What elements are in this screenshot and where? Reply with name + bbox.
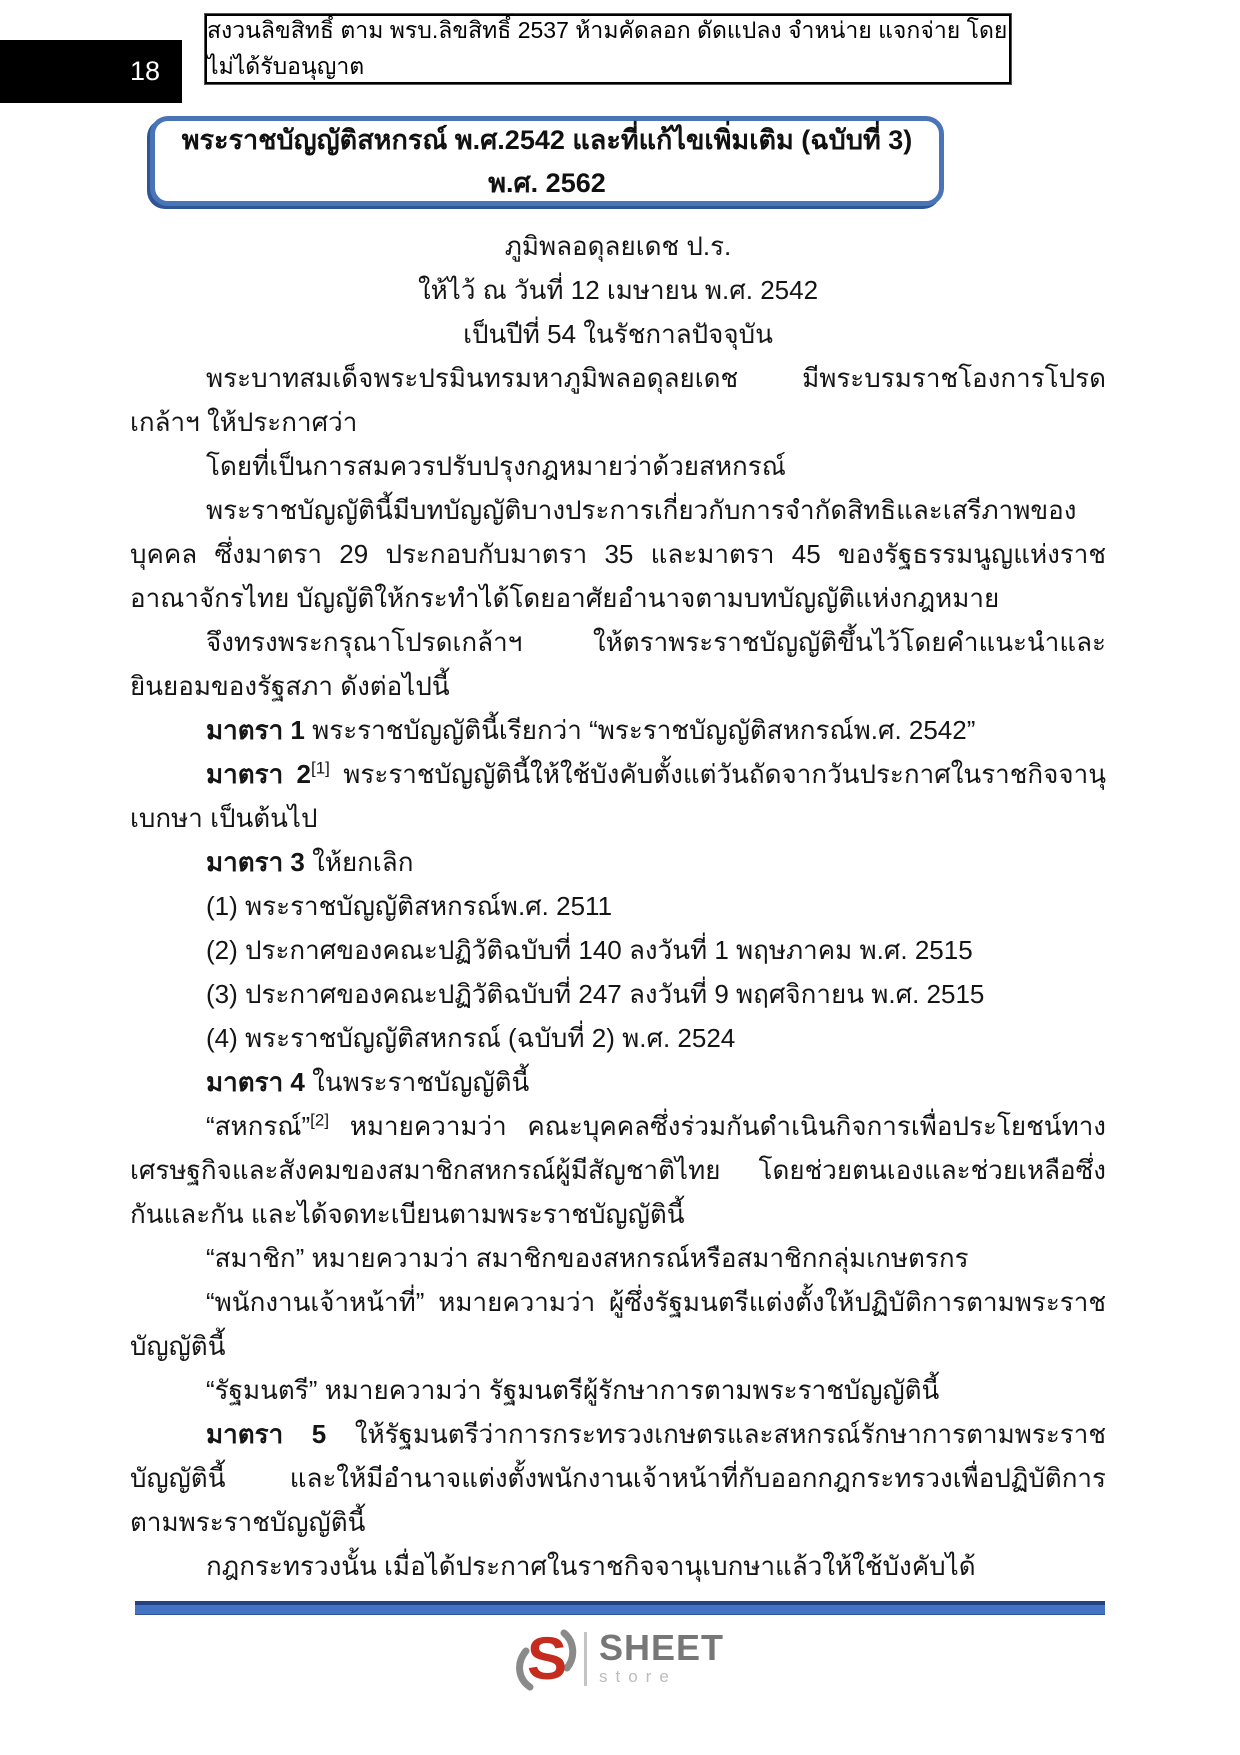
- paragraph: [130, 356, 1106, 444]
- paragraph-segment: (2) ประกาศของคณะปฏิวัติฉบับที่ 140 ลงวันที่ 1 พฤษภาคม พ.ศ. 2515: [206, 935, 973, 965]
- paragraph-segment: “พนักงานเจ้าหน้าที่” หมายความว่า ผู้ซึ่งรัฐมนตรีแต่งตั้งให้ปฏิบัติการตามพระราชบัญญัตินี้: [130, 1287, 1106, 1361]
- paragraph-segment: มาตรา 3: [206, 847, 313, 877]
- page-number-box: [0, 40, 182, 103]
- copyright-notice-text: สงวนลิขสิทธิ์ ตาม พรบ.ลิขสิทธิ์ 2537 ห้ามคัดลอก ดัดแปลง จำหน่าย แจกจ่าย โดยไม่ได้รับอนุญาต: [207, 17, 1008, 79]
- paragraph-segment: พระบาทสมเด็จพระปรมินทรมหาภูมิพลอดุลยเดช มีพระบรมราชโองการโปรดเกล้าฯ ให้ประกาศว่า: [130, 363, 1106, 437]
- paragraph-segment: หมายความว่า คณะบุคคลซึ่งร่วมกันดำเนินกิจการเพื่อประโยชน์ทางเศรษฐกิจและสังคมของสมาชิกสหกรณ์ผู้มีสัญชาติไทย โดยช่วยตนเองและช่วยเหลือซึ่งกันและกัน และได้จดทะเบียนตามพระราชบัญญัตินี้: [130, 1111, 1106, 1229]
- page-number: 18: [129, 56, 160, 86]
- preamble-signatory: ภูมิพลอดุลยเดช ป.ร.: [504, 231, 732, 261]
- paragraphs-container: [130, 356, 1106, 1588]
- paragraph: [130, 1368, 1106, 1412]
- preamble-reign-year: เป็นปีที่ 54 ในรัชกาลปัจจุบัน: [463, 319, 773, 349]
- paragraph-segment: มาตรา 5: [206, 1419, 355, 1449]
- footer-logo: [516, 1622, 724, 1696]
- paragraph: [130, 444, 1106, 488]
- paragraph: [130, 1060, 1106, 1104]
- paragraph: [130, 1104, 1106, 1236]
- paragraph-segment: (1) พระราชบัญญัติสหกรณ์พ.ศ. 2511: [206, 891, 613, 921]
- paragraph: [130, 1016, 1106, 1060]
- logo-subtitle: store: [598, 1667, 677, 1686]
- logo-divider: [584, 1632, 587, 1686]
- preamble-date: ให้ไว้ ณ วันที่ 12 เมษายน พ.ศ. 2542: [417, 275, 819, 305]
- paragraph-segment: โดยที่เป็นการสมควรปรับปรุงกฎหมายว่าด้วยสหกรณ์: [206, 451, 786, 481]
- paragraph-segment: [2]: [310, 1110, 330, 1130]
- paragraph-segment: พระราชบัญญัตินี้มีบทบัญญัติบางประการเกี่ยวกับการจำกัดสิทธิและเสรีภาพของบุคคล ซึ่งมาตรา 29 ประกอบกับมาตรา 35 และมาตรา 45 ของรัฐธรรมนูญแห่งราชอาณาจักรไทย บัญญัติให้กระทำได้โดยอาศัยอำนาจตามบทบัญญัติแห่งกฎหมาย: [130, 495, 1106, 613]
- copyright-notice-box: [205, 14, 1011, 84]
- paragraph-segment: พระราชบัญญัตินี้ให้ใช้บังคับตั้งแต่วันถัดจากวันประกาศในราชกิจจานุเบกษา เป็นต้นไป: [130, 759, 1106, 833]
- paragraph-segment: พระราชบัญญัตินี้เรียกว่า “พระราชบัญญัติสหกรณ์พ.ศ. 2542”: [312, 715, 976, 745]
- paragraph: [130, 972, 1106, 1016]
- paragraph: [130, 488, 1106, 620]
- logo-title: SHEET: [598, 1627, 725, 1668]
- paragraph: [130, 840, 1106, 884]
- paragraph: [130, 708, 1106, 752]
- paragraph: [130, 1544, 1106, 1588]
- paragraph-segment: ให้ยกเลิก: [312, 847, 414, 877]
- paragraph-segment: กฎกระทรวงนั้น เมื่อได้ประกาศในราชกิจจานุเบกษาแล้วให้ใช้บังคับได้: [206, 1551, 976, 1581]
- paragraph-segment: “รัฐมนตรี” หมายความว่า รัฐมนตรีผู้รักษาการตามพระราชบัญญัตินี้: [206, 1375, 940, 1405]
- paragraph-segment: มาตรา 4: [206, 1067, 313, 1097]
- paragraph: [130, 752, 1106, 840]
- paragraph-segment: มาตรา 1: [206, 715, 313, 745]
- paragraph: [130, 1280, 1106, 1368]
- document-body: [130, 224, 1106, 1588]
- logo-text-block: [598, 1627, 725, 1688]
- paragraph: [130, 1412, 1106, 1544]
- paragraph: [130, 620, 1106, 708]
- paragraph-segment: (4) พระราชบัญญัติสหกรณ์ (ฉบับที่ 2) พ.ศ. 2524: [206, 1023, 736, 1053]
- svg-text:S: S: [526, 1625, 567, 1692]
- paragraph-segment: “สมาชิก” หมายความว่า สมาชิกของสหกรณ์หรือสมาชิกกลุ่มเกษตรกร: [206, 1243, 969, 1273]
- paragraph: [130, 884, 1106, 928]
- paragraph: [130, 928, 1106, 972]
- paragraph-segment: มาตรา 2: [206, 759, 311, 789]
- paragraph-segment: จึงทรงพระกรุณาโปรดเกล้าฯ ให้ตราพระราชบัญญัติขึ้นไว้โดยคำแนะนำและยินยอมของรัฐสภา ดังต่อไปนี้: [130, 627, 1106, 701]
- footer-divider-bar: [135, 1601, 1105, 1615]
- act-title-box: [150, 116, 944, 206]
- paragraph-segment: “สหกรณ์”: [206, 1111, 311, 1141]
- paragraph-segment: ให้รัฐมนตรีว่าการกระทรวงเกษตรและสหกรณ์รักษาการตามพระราชบัญญัตินี้ และให้มีอำนาจแต่งตั้งพนักงานเจ้าหน้าที่กับออกกฎกระทรวงเพื่อปฏิบัติการตามพระราชบัญญัตินี้: [130, 1419, 1106, 1537]
- paragraph: [130, 1236, 1106, 1280]
- act-title: พระราชบัญญัติสหกรณ์ พ.ศ.2542 และที่แก้ไขเพิ่มเติม (ฉบับที่ 3) พ.ศ. 2562: [181, 125, 913, 198]
- paragraph-segment: [1]: [311, 758, 330, 778]
- paragraph-segment: ในพระราชบัญญัตินี้: [312, 1067, 530, 1097]
- paragraph-segment: (3) ประกาศของคณะปฏิวัติฉบับที่ 247 ลงวันที่ 9 พฤศจิกายน พ.ศ. 2515: [206, 979, 985, 1009]
- sheet-store-logo-icon: [516, 1623, 578, 1695]
